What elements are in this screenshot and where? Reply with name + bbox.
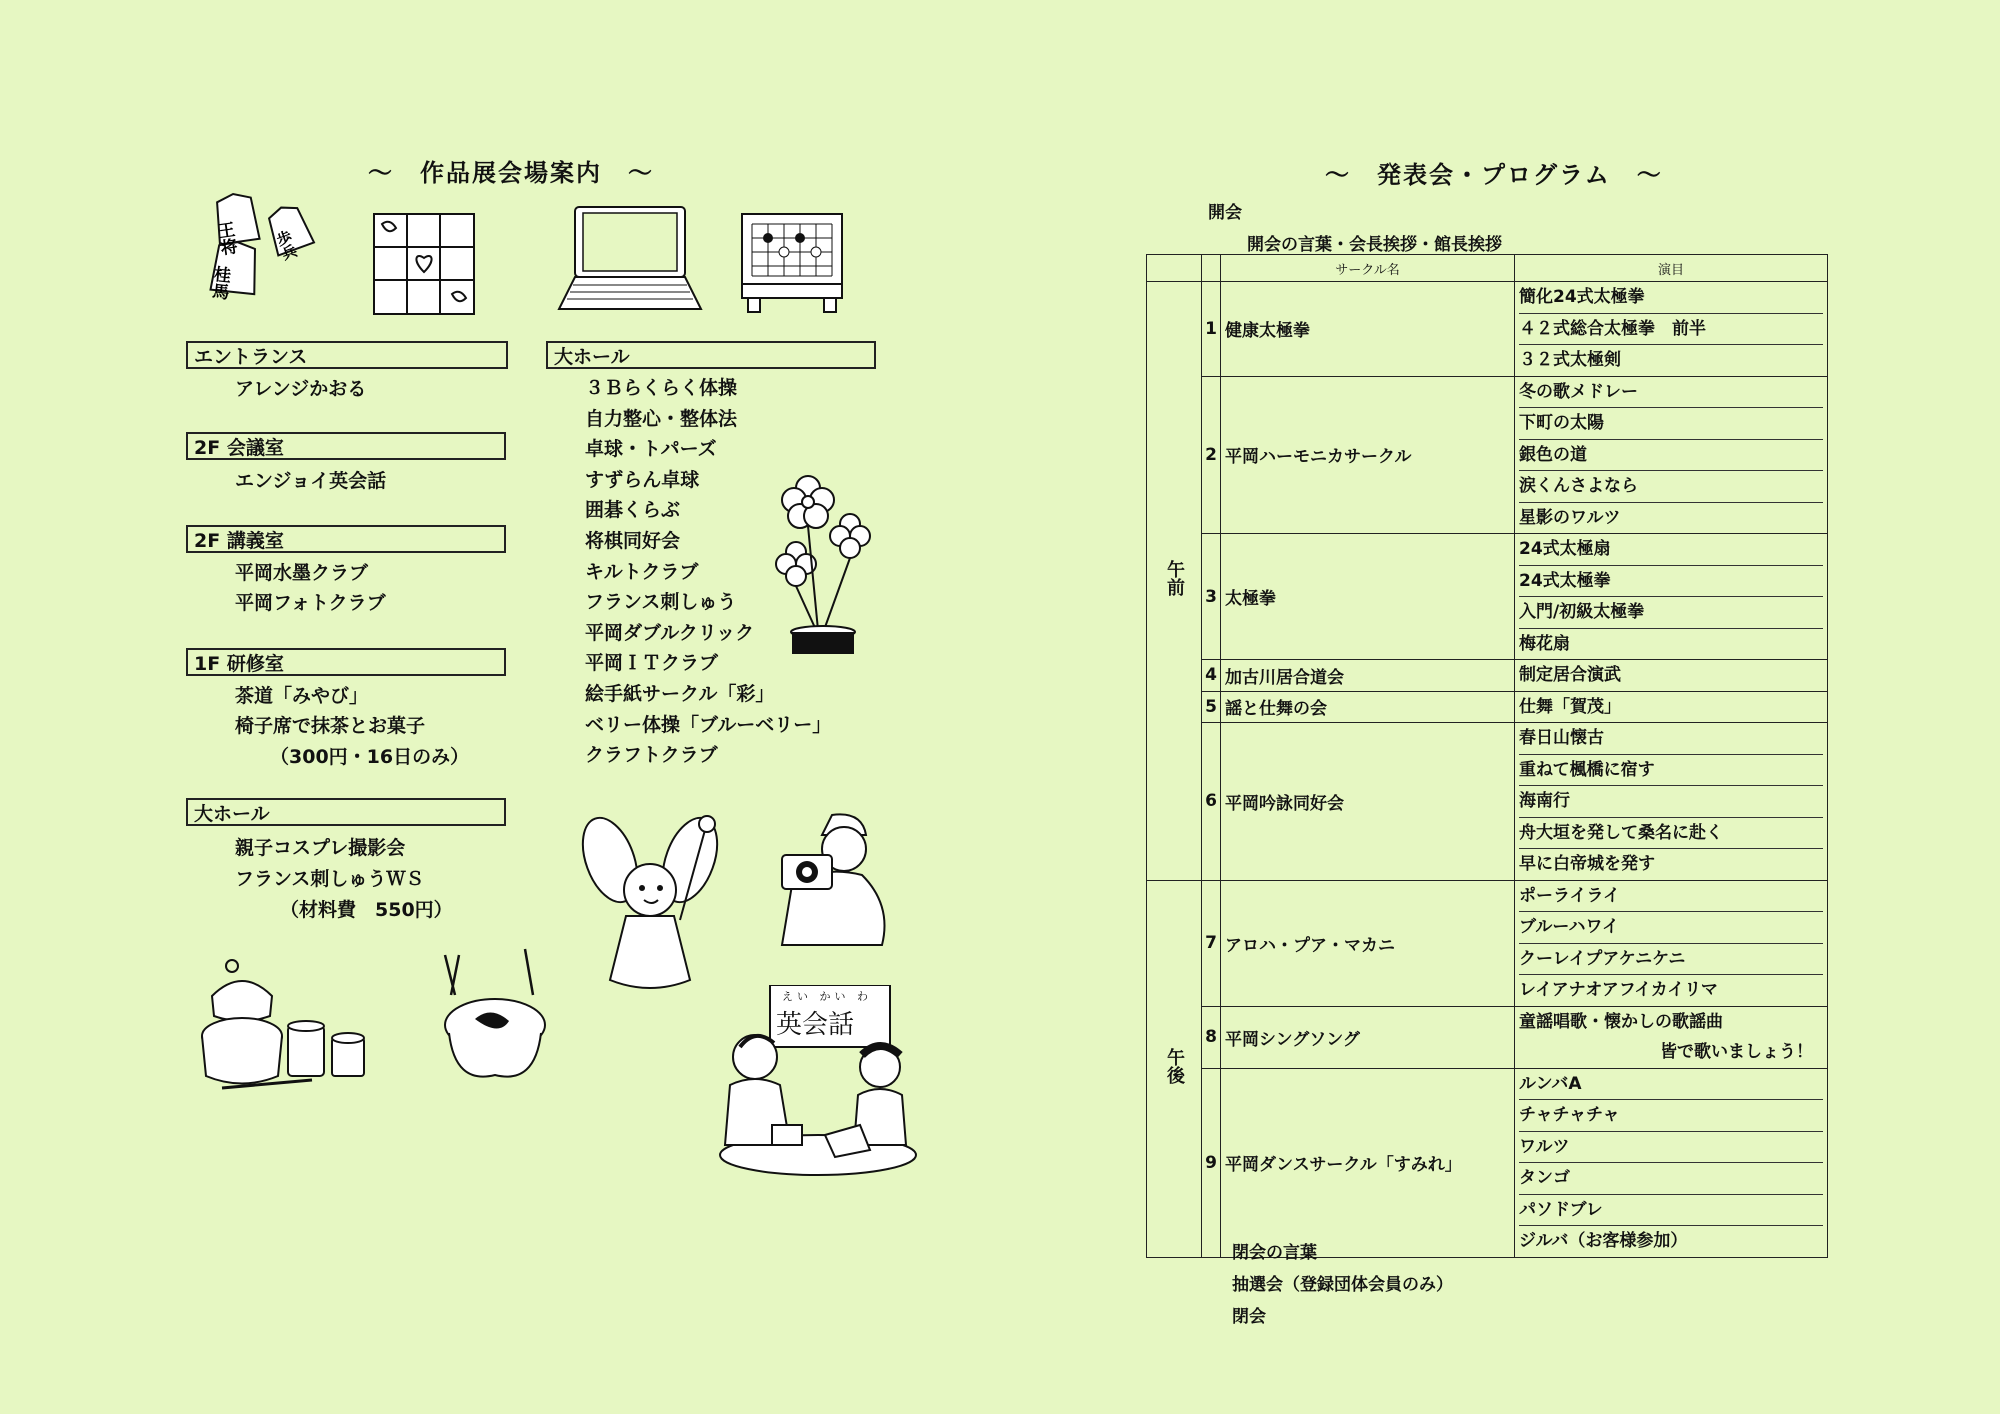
piece-item: 重ねて楓橋に宿す — [1519, 755, 1823, 787]
fairy-cosplay-icon — [580, 800, 730, 1000]
circle-name: 加古川居合道会 — [1221, 660, 1515, 692]
hall-item: 囲碁くらぶ — [585, 499, 681, 522]
piece-item: ポーライライ — [1519, 881, 1823, 913]
circle-name: 平岡吟詠同好会 — [1221, 723, 1515, 881]
table-row — [1147, 691, 1828, 723]
room-label-2f-meeting: 2F 会議室 — [186, 432, 506, 460]
header-num — [1202, 255, 1221, 282]
hall-item: フランス刺しゅう — [585, 591, 737, 614]
exhibit-title: ～ 作品展会場案内 ～ — [368, 159, 654, 187]
hall-item: 平岡ＩＴクラブ — [585, 652, 719, 675]
quilt-icon — [370, 210, 480, 320]
piece-item: チャチャチャ — [1519, 1100, 1823, 1132]
pieces-cell — [1515, 1068, 1828, 1257]
flower-arrangement-icon — [768, 460, 878, 660]
table-row — [1147, 1068, 1828, 1257]
piece-item: 仕舞「賀茂」 — [1519, 696, 1621, 717]
piece-item: 童謡唱歌・懐かしの歌謡曲 — [1519, 1011, 1723, 1032]
pieces-cell — [1515, 691, 1828, 723]
piece-item: 皆で歌いましょう！ — [1660, 1042, 1813, 1062]
table-row — [1147, 376, 1828, 534]
english-sign: 英会話 — [776, 1010, 855, 1040]
shogi-piece-ou: 王将 — [212, 220, 238, 257]
pieces-cell — [1515, 660, 1828, 692]
row-number: 9 — [1202, 1068, 1221, 1257]
piece-item: ジルバ（お客様参加） — [1519, 1231, 1688, 1251]
piece-item: 24式太極拳 — [1519, 566, 1823, 598]
piece-item: クーレイプアケニケニ — [1519, 944, 1823, 976]
piece-item: 早に白帝城を発す — [1519, 854, 1655, 874]
lecture-room-item: 平岡水墨クラブ — [235, 562, 369, 584]
table-row — [1147, 282, 1828, 377]
closing-end: 閉会 — [1232, 1307, 1266, 1327]
embroidery-icon — [425, 945, 565, 1095]
piece-item: 制定居合演武 — [1519, 665, 1621, 685]
pieces-cell — [1515, 376, 1828, 534]
table-row — [1147, 723, 1828, 881]
piece-item: レイアナオアフイカイリマ — [1519, 980, 1718, 1000]
circle-name: 謡と仕舞の会 — [1221, 691, 1515, 723]
header-circle: サークル名 — [1221, 255, 1515, 282]
piece-item: ３２式太極剣 — [1519, 350, 1621, 370]
morning-label: 午前 — [1164, 560, 1185, 597]
program-opening-remarks: 開会の言葉・会長挨拶・館長挨拶 — [1247, 235, 1502, 255]
photographer-icon — [762, 805, 902, 955]
piece-item: 銀色の道 — [1519, 440, 1823, 472]
circle-name: アロハ・プア・マカニ — [1221, 880, 1515, 1006]
pieces-cell — [1515, 282, 1828, 377]
pieces-cell — [1515, 723, 1828, 881]
hall-item: キルトクラブ — [585, 560, 699, 583]
morning-label-cell — [1147, 282, 1202, 881]
room-label-main-hall: 大ホール — [546, 341, 876, 369]
tea-ceremony-icon — [192, 946, 392, 1096]
circle-name: 平岡シングソング — [1221, 1006, 1515, 1068]
entrance-item: アレンジかおる — [235, 378, 367, 400]
circle-name: 平岡ハーモニカサークル — [1221, 376, 1515, 534]
meeting-room-item: エンジョイ英会話 — [235, 470, 387, 492]
piece-item: ４２式総合太極拳 前半 — [1519, 314, 1823, 346]
training-room-item: 茶道「みやび」 — [235, 685, 369, 707]
hall-left-item: （材料費 550円） — [280, 899, 453, 921]
lecture-room-item: 平岡フォトクラブ — [235, 592, 386, 614]
hall-item: 将棋同好会 — [585, 529, 681, 552]
room-label-1f-training: 1F 研修室 — [186, 648, 506, 676]
room-label-hall-left: 大ホール — [186, 798, 506, 826]
piece-item: 入門/初級太極拳 — [1519, 597, 1823, 629]
circle-name: 健康太極拳 — [1221, 282, 1515, 377]
row-number: 6 — [1202, 723, 1221, 881]
piece-item: 海南行 — [1519, 786, 1823, 818]
english-sign-furigana: えい かい わ — [782, 990, 872, 1003]
hall-item: 平岡ダブルクリック — [585, 621, 755, 644]
header-pieces: 演目 — [1515, 255, 1828, 282]
pieces-cell — [1515, 880, 1828, 1006]
hall-item: 絵手紙サークル「彩」 — [585, 682, 775, 705]
closing-remarks: 閉会の言葉 — [1232, 1243, 1317, 1263]
table-row — [1147, 880, 1828, 1006]
laptop-icon — [555, 205, 705, 315]
header-period — [1147, 255, 1202, 282]
program-title: ～ 発表会・プログラム ～ — [1325, 161, 1663, 189]
shogi-piece-keima: 桂馬 — [207, 264, 232, 301]
piece-item: 星影のワルツ — [1519, 507, 1621, 528]
piece-item: タンゴ — [1519, 1163, 1823, 1195]
shogi-pieces-icon — [205, 192, 325, 302]
row-number: 7 — [1202, 880, 1221, 1006]
afternoon-label: 午後 — [1164, 1048, 1185, 1084]
row-number: 4 — [1202, 660, 1221, 692]
go-board-icon — [738, 210, 848, 320]
hall-item: すずらん卓球 — [585, 468, 700, 491]
hall-item: クラフトクラブ — [585, 744, 718, 767]
row-number: 5 — [1202, 691, 1221, 723]
piece-item: 舟大垣を発して桑名に赴く — [1519, 818, 1823, 850]
piece-item: 下町の太陽 — [1519, 408, 1823, 440]
pieces-cell — [1515, 534, 1828, 660]
training-room-item: 椅子席で抹茶とお菓子 — [235, 715, 426, 737]
hall-item: ３Ｂらくらく体操 — [585, 377, 738, 399]
training-room-item: （300円・16日のみ） — [270, 746, 470, 768]
room-label-entrance: エントランス — [186, 341, 508, 369]
piece-item: ワルツ — [1519, 1132, 1823, 1164]
piece-item: パソドブレ — [1519, 1195, 1823, 1227]
piece-item: ルンバA — [1519, 1069, 1823, 1101]
afternoon-label-cell — [1147, 880, 1202, 1257]
row-number: 1 — [1202, 282, 1221, 377]
hall-item: ベリー体操「ブルーベリー」 — [585, 713, 832, 736]
row-number: 2 — [1202, 376, 1221, 534]
row-number: 8 — [1202, 1006, 1221, 1068]
row-number: 3 — [1202, 534, 1221, 660]
piece-item: 24式太極扇 — [1519, 534, 1823, 566]
circle-name: 太極拳 — [1221, 534, 1515, 660]
pieces-cell — [1515, 1006, 1828, 1068]
circle-name: 平岡ダンスサークル「すみれ」 — [1221, 1068, 1515, 1257]
program-table — [1146, 254, 1828, 1258]
piece-item: ブルーハワイ — [1519, 912, 1823, 944]
program-opening: 開会 — [1208, 203, 1242, 223]
piece-item: 涙くんさよなら — [1519, 471, 1823, 503]
table-row — [1147, 534, 1828, 660]
shogi-piece-fu: 歩兵 — [272, 227, 300, 263]
table-row — [1147, 660, 1828, 692]
piece-item: 春日山懐古 — [1519, 723, 1823, 755]
table-row — [1147, 1006, 1828, 1068]
hall-item: 卓球・トパーズ — [585, 438, 717, 461]
piece-item: 冬の歌メドレー — [1519, 377, 1823, 409]
piece-item: 梅花扇 — [1519, 633, 1570, 654]
hall-left-item: フランス刺しゅうＷＳ — [235, 868, 425, 890]
piece-item: 簡化24式太極拳 — [1519, 282, 1823, 314]
closing-lottery: 抽選会（登録団体会員のみ） — [1232, 1275, 1453, 1295]
hall-item: 自力整心・整体法 — [585, 407, 738, 430]
room-label-2f-lecture: 2F 講義室 — [186, 525, 506, 553]
hall-left-item: 親子コスプレ撮影会 — [235, 837, 406, 859]
